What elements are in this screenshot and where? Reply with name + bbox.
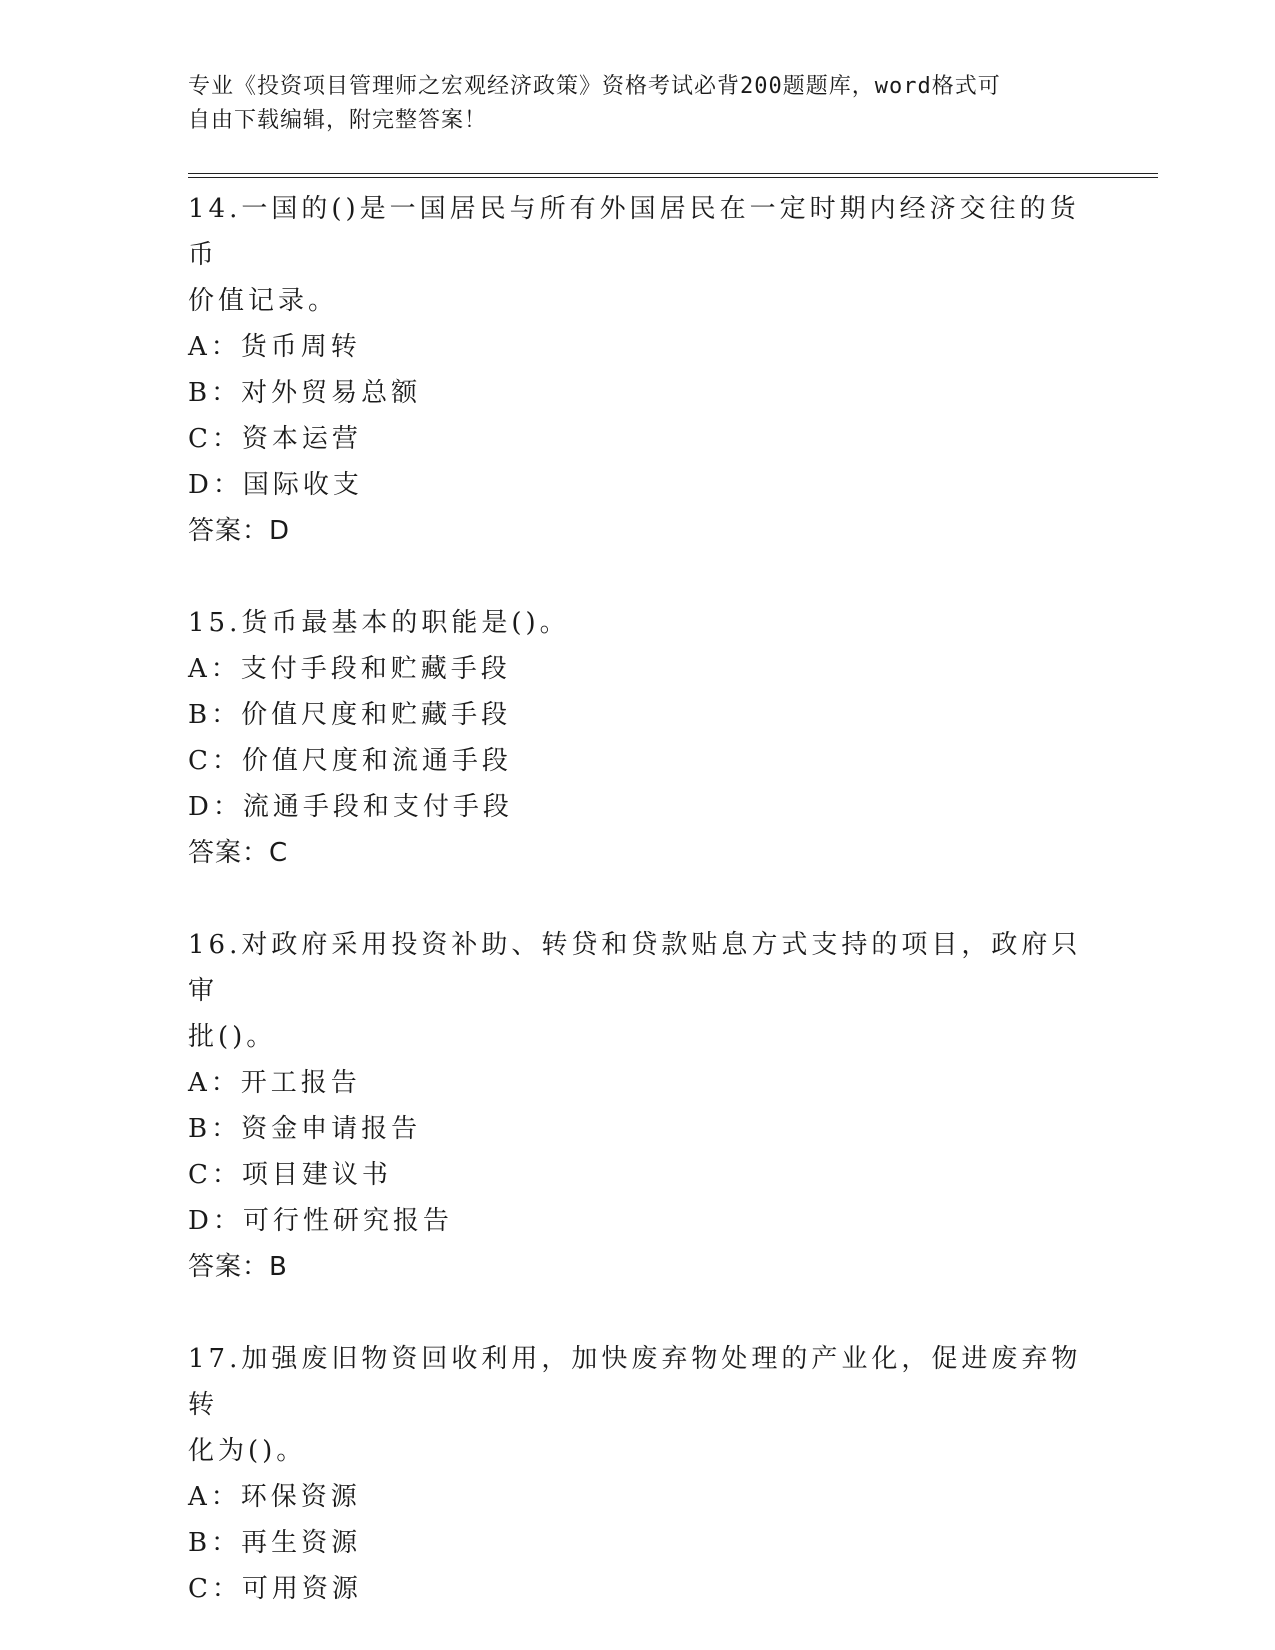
- option-b: B：价值尺度和贮藏手段: [188, 700, 512, 730]
- question-14: [188, 186, 1158, 554]
- option-b: B：对外贸易总额: [188, 378, 422, 408]
- question-stem-line-1: 14.一国的()是一国居民与所有外国居民在一定时期内经济交往的货币: [188, 194, 1080, 270]
- question-stem-line-2: 化为()。: [188, 1436, 307, 1466]
- spacer: [188, 1290, 1158, 1336]
- question-stem: [188, 600, 1088, 646]
- option-c: C：项目建议书: [188, 1160, 392, 1190]
- question-stem-line-1: 16.对政府采用投资补助、转贷和贷款贴息方式支持的项目，政府只审: [188, 930, 1082, 1006]
- answer: 答案：D: [188, 516, 291, 546]
- question-15: [188, 600, 1158, 876]
- question-stem: [188, 186, 1088, 324]
- option-b: B：资金申请报告: [188, 1114, 422, 1144]
- option-a: A：开工报告: [188, 1068, 361, 1098]
- question-stem-line-2: 批()。: [188, 1022, 277, 1052]
- question-stem: [188, 1336, 1088, 1474]
- option-c: C：可用资源: [188, 1574, 362, 1604]
- option-c: C：价值尺度和流通手段: [188, 746, 512, 776]
- spacer: [188, 554, 1158, 600]
- option-b: B：再生资源: [188, 1528, 362, 1558]
- question-17: [188, 1336, 1158, 1612]
- option-a: A：环保资源: [188, 1482, 361, 1512]
- answer: 答案：B: [188, 1252, 288, 1282]
- question-16: [188, 922, 1158, 1290]
- header-line-1: 专业《投资项目管理师之宏观经济政策》资格考试必背200题题库，word格式可: [188, 74, 1001, 99]
- option-a: A：支付手段和贮藏手段: [188, 654, 511, 684]
- question-stem-line-2: 价值记录。: [188, 286, 339, 316]
- option-d: D：流通手段和支付手段: [188, 792, 513, 822]
- header-line-2: 自由下载编辑，附完整答案！: [188, 108, 488, 133]
- question-stem-line-1: 15.货币最基本的职能是()。: [188, 608, 570, 638]
- question-stem-line-1: 17.加强废旧物资回收利用，加快废弃物处理的产业化，促进废弃物转: [188, 1344, 1082, 1420]
- option-d: D：可行性研究报告: [188, 1206, 453, 1236]
- question-stem: [188, 922, 1088, 1060]
- document-header: [188, 70, 1088, 138]
- option-d: D：国际收支: [188, 470, 363, 500]
- document-page: [188, 70, 1158, 1612]
- option-a: A：货币周转: [188, 332, 361, 362]
- option-c: C：资本运营: [188, 424, 362, 454]
- header-divider: [188, 173, 1158, 178]
- spacer: [188, 876, 1158, 922]
- answer: 答案：C: [188, 838, 289, 868]
